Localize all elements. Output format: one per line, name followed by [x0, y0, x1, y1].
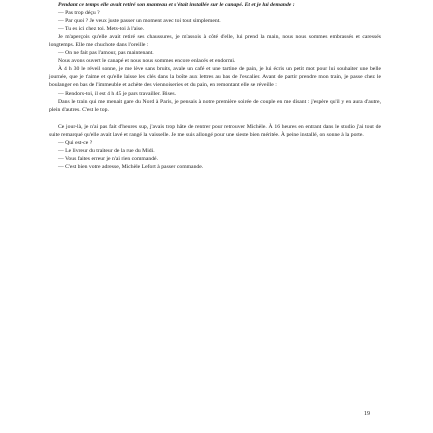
paragraph: — Tu es ici chez toi. Mets-toi à l'aise. [58, 26, 145, 33]
paragraph: — Le livreur du traiteur de la rue du Midi. [58, 147, 155, 154]
body-text [49, 1, 381, 171]
paragraph: — Vous faites erreur je n'ai rien commandé. [58, 155, 158, 162]
paragraph: — On ne fait pas l'amour, pas maintenant. [58, 50, 154, 57]
paragraph: Dans le train qui me menait gare du Nord à Paris, je pensais à notre première soirée de couple en me disant : j'espère qu'il y en aura d'autre, plein d'autres. C'est le top. [49, 98, 381, 113]
paragraph: — Par quoi ? Je veux juste passer un moment avec toi tout simplement. [58, 18, 221, 25]
paragraph: — Qui est-ce ? [58, 139, 93, 146]
paragraph: Nous avons ouvert le canapé et nous nous sommes encore enlacés et endormi. [58, 58, 236, 65]
paragraph: — Pas trop déçu ? [58, 10, 100, 17]
paragraph: Je m'aperçois qu'elle avait retiré ses chaussures, je m'assois à côté d'elle, lui prend la main, nous nous sommes embrassés et caressés longtemps. Elle me chuchote dans l'oreille : [49, 34, 381, 49]
paragraph: — C'est bien votre adresse, Michèle Lefort à passer commande. [58, 163, 204, 170]
paragraph: À 4 h 30 le réveil sonne, je me lève sans bruits, avale un café et une tartine de pain, je lui écris un petit mot pour lui souhaiter une belle journée, que je t'aime et qu'elle laisse les clés dans la boîte aux lettres au bas de l'escalier. Avant de partir prendre mon train, je passe chez le boulanger en bas de l'immeuble et achète des viennoiseries et du pain, en remontant elle se réveille : [49, 66, 381, 89]
paragraph: Pendant ce temps elle avait retiré son manteau et s'était installée sur le canapé. Et et je lui demande : [58, 2, 295, 8]
page-number: 19 [364, 411, 370, 417]
paragraph: Ce jour-là, je n'ai pas fait d'heures sup, j'avais trop hâte de rentrer pour retrouver Michèle. À 16 heures en entrant dans le studio j'ai tout de suite remarqué qu'elle avait lavé et rangé la vaisselle. Je me suis allongé pour une sieste bien méritée. À peine installé, on sonne à la porte. [49, 123, 381, 138]
paragraph: — Rendors-toi, il est 4 h 45 je pars travailler. Bises. [58, 90, 176, 97]
